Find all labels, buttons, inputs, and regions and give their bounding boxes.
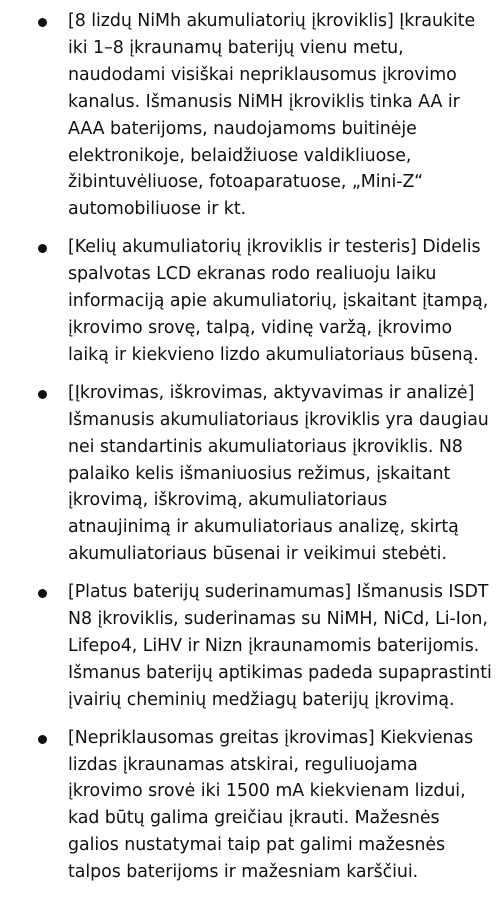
feature-text: [Kelių akumuliatorių įkroviklis ir testeris] Didelis spalvotas LCD ekranas rodo realiuoju laiku informaciją apie akumuliatorių, įskaitant įtampą, įkrovimo srovę, talpą, vidinę varžą, įkrovimo laiką ir kiekvieno lizdo akumuliatoriaus būseną.	[68, 237, 489, 365]
feature-item-charger-tester	[0, 234, 498, 369]
feature-item-fast-charging	[0, 725, 498, 886]
feature-text: [8 lizdų NiMh akumuliatorių įkroviklis] Įkraukite iki 1–8 įkraunamų baterijų vienu metu, naudodami visiškai nepriklausomus įkrovimo kanalus. Išmanusis NiMH įkroviklis tinka AA ir AAA baterijoms, naudojamoms buitinėje elektronikoje, belaidžiuose valdikliuose, žibintuvėliuose, fotoaparatuose, „Mini-Z“ automobiliuose ir kt.	[68, 11, 476, 220]
feature-text: [Nepriklausomas greitas įkrovimas] Kiekvienas lizdas įkraunamas atskirai, reguliuojama įkrovimo srovė iki 1500 mA kiekvienam lizdui, kad būtų galima greičiau įkrauti. Mažesnės galios nustatymai taip pat galimi mažesnės talpos baterijoms ir mažesniam karščiui.	[68, 727, 474, 883]
feature-item-8-slot-charger	[0, 8, 498, 223]
feature-item-charge-modes	[0, 380, 498, 568]
feature-bullet-list	[0, 8, 498, 897]
feature-item-compatibility	[0, 579, 498, 714]
bullet-dot-icon	[38, 735, 47, 744]
feature-text: [Platus baterijų suderinamumas] Išmanusis ISDT N8 įkroviklis, suderinamas su NiMH, NiCd, Li-Ion, Lifepo4, LiHV ir Nizn įkraunamomis baterijomis. Išmanus baterijų aptikimas padeda supaprastinti įvairių cheminių medžiagų baterijų įkrovimą.	[68, 582, 492, 710]
bullet-dot-icon	[38, 390, 47, 399]
bullet-dot-icon	[38, 18, 47, 27]
feature-text: [Įkrovimas, iškrovimas, aktyvavimas ir analizė] Išmanusis akumuliatoriaus įkroviklis yra daugiau nei standartinis akumuliatoriaus įkroviklis. N8 palaiko kelis išmaniuosius režimus, įskaitant įkrovimą, iškrovimą, akumuliatoriaus atnaujinimą ir akumuliatoriaus analizę, skirtą akumuliatoriaus būsenai ir veikimui stebėti.	[68, 382, 489, 565]
bullet-dot-icon	[38, 244, 47, 253]
bullet-dot-icon	[38, 589, 47, 598]
